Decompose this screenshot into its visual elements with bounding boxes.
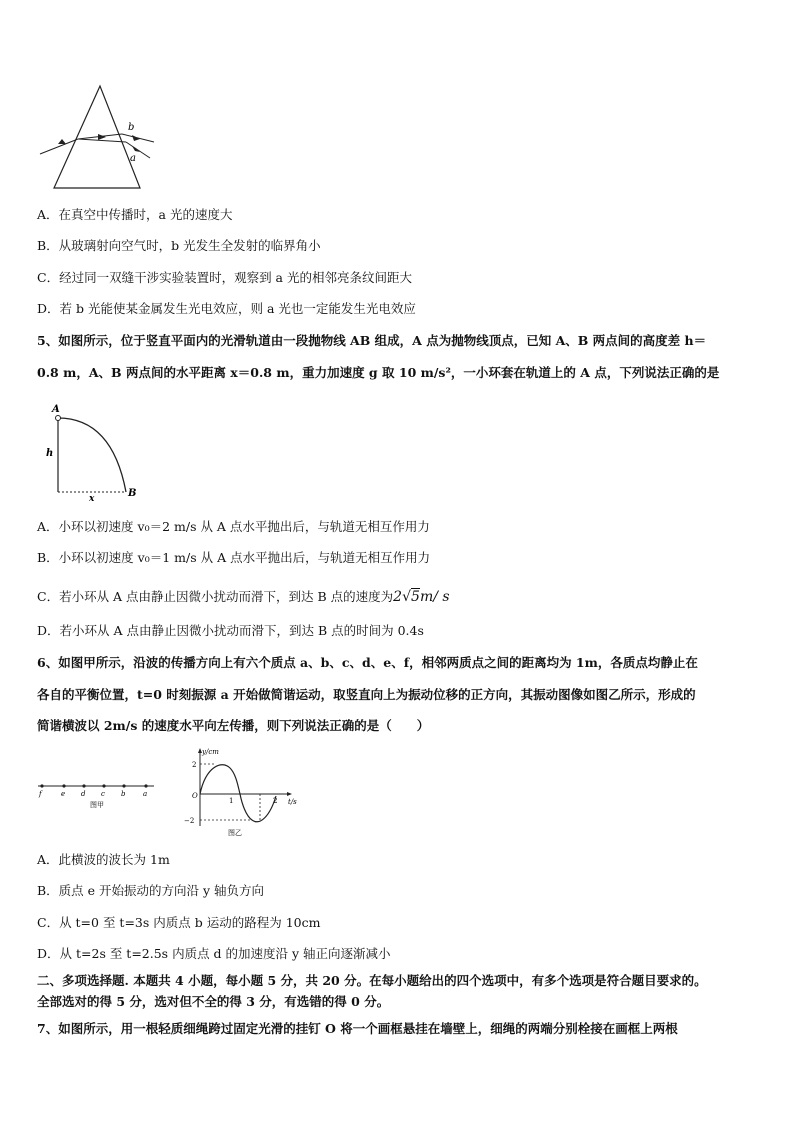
section2-heading-line1: 二、多项选择题. 本题共 4 小题，每小题 5 分，共 20 分。在每小题给出的四个选项中，有多个选项是符合题目要求的。: [37, 973, 707, 988]
origin-label: O: [192, 792, 198, 800]
q5-option-c-formula: 2√5m/ s: [393, 589, 450, 605]
label-h: h: [46, 448, 54, 459]
label-b: b: [128, 122, 135, 133]
q5-stem-line2: 0.8 m，A、B 两点间的水平距离 x＝0.8 m，重力加速度 g 取 10 m/s²，一小环套在轨道上的 A 点，下列说法正确的是: [37, 365, 720, 380]
label-a2: a: [143, 790, 148, 798]
particle-a: [144, 784, 147, 787]
particle-d: [82, 784, 85, 787]
q5-stem-line1: 5、如图所示，位于竖直平面内的光滑轨道由一段抛物线 AB 组成，A 点为抛物线顶点，已知 A、B 两点间的高度差 h＝: [37, 333, 707, 348]
sine-curve: [200, 765, 276, 822]
q6-stem-line1: 6、如图甲所示，沿波的传播方向上有六个质点 a、b、c、d、e、f，相邻两质点之间的距离均为 1m，各质点均静止在: [37, 655, 698, 670]
label-point-b: B: [128, 488, 137, 499]
q6-stem-line3: 简谐横波以 2m/s 的速度水平向左传播，则下列说法正确的是（ ）: [37, 718, 430, 733]
section2-heading-line2: 全部选对的得 5 分，选对但不全的得 3 分，有选错的得 0 分。: [37, 994, 390, 1009]
q4-option-a: A．在真空中传播时，a 光的速度大: [37, 207, 233, 222]
label-b2: b: [121, 790, 126, 798]
y-neg-label: −2: [184, 817, 195, 825]
q6-option-b: B．质点 e 开始振动的方向沿 y 轴负方向: [37, 883, 265, 898]
caption-yi: 图乙: [228, 829, 242, 837]
inner-arrow: [98, 134, 106, 140]
incident-arrow: [58, 139, 66, 144]
q6-option-a: A．此横波的波长为 1m: [37, 852, 170, 867]
particle-f: [40, 784, 43, 787]
q4-option-b: B．从玻璃射向空气时，b 光发生全发射的临界角小: [37, 238, 321, 253]
prism-figure: [36, 82, 176, 192]
q6-option-d: D．从 t=2s 至 t=2.5s 内质点 d 的加速度沿 y 轴正向逐渐减小: [37, 946, 391, 961]
t-axis-label: t/s: [288, 798, 297, 806]
q5-option-d: D．若小环从 A 点由静止因微小扰动而滑下，到达 B 点的时间为 0.4s: [37, 623, 424, 638]
q6-stem-line2: 各自的平衡位置，t=0 时刻振源 a 开始做简谐运动，取竖直向上为振动位移的正方向，其振动图像如图乙所示，形成的: [37, 687, 696, 702]
caption-jia: 图甲: [90, 801, 104, 809]
q5-option-a: A．小环以初速度 v₀＝2 m/s 从 A 点水平抛出后，与轨道无相互作用力: [37, 519, 430, 534]
particle-c: [102, 784, 105, 787]
label-d: d: [81, 790, 86, 798]
label-a: a: [130, 153, 136, 164]
y-pos-label: 2: [192, 761, 197, 769]
q5-option-c: [37, 588, 450, 606]
q5-option-b: B．小环以初速度 v₀＝1 m/s 从 A 点水平抛出后，与轨道无相互作用力: [37, 550, 431, 565]
parabola-curve: [58, 418, 126, 492]
q4-option-c: C．经过同一双缝干涉实验装置时，观察到 a 光的相邻亮条纹间距大: [37, 270, 412, 285]
q7-stem-line1: 7、如图所示，用一根轻质细绳跨过固定光滑的挂钉 O 将一个画框悬挂在墙壁上，细绳的两端分别栓接在画框上两根: [37, 1021, 678, 1036]
parabola-track-figure: [42, 402, 142, 502]
label-e: e: [61, 790, 66, 798]
q6-option-c: C．从 t=0 至 t=3s 内质点 b 运动的路程为 10cm: [37, 915, 321, 930]
q4-option-d: D．若 b 光能使某金属发生光电效应，则 a 光也一定能发生光电效应: [37, 301, 416, 316]
label-c: c: [101, 790, 105, 798]
t2-label: 2: [273, 797, 278, 805]
t-axis-arrow: [287, 792, 292, 796]
t1-label: 1: [229, 797, 234, 805]
y-axis-label: y/cm: [202, 748, 219, 756]
label-point-a: A: [52, 404, 60, 415]
inner-ray-a: [78, 139, 126, 142]
particle-e: [62, 784, 65, 787]
particle-b: [122, 784, 125, 787]
q5-option-c-text: C．若小环从 A 点由静止因微小扰动而滑下，到达 B 点的速度为: [37, 589, 394, 604]
figure-yi: [180, 746, 310, 841]
point-a-ring: [56, 416, 61, 421]
label-f: f: [39, 790, 42, 798]
figure-jia: [36, 780, 166, 810]
label-x: x: [89, 494, 95, 504]
